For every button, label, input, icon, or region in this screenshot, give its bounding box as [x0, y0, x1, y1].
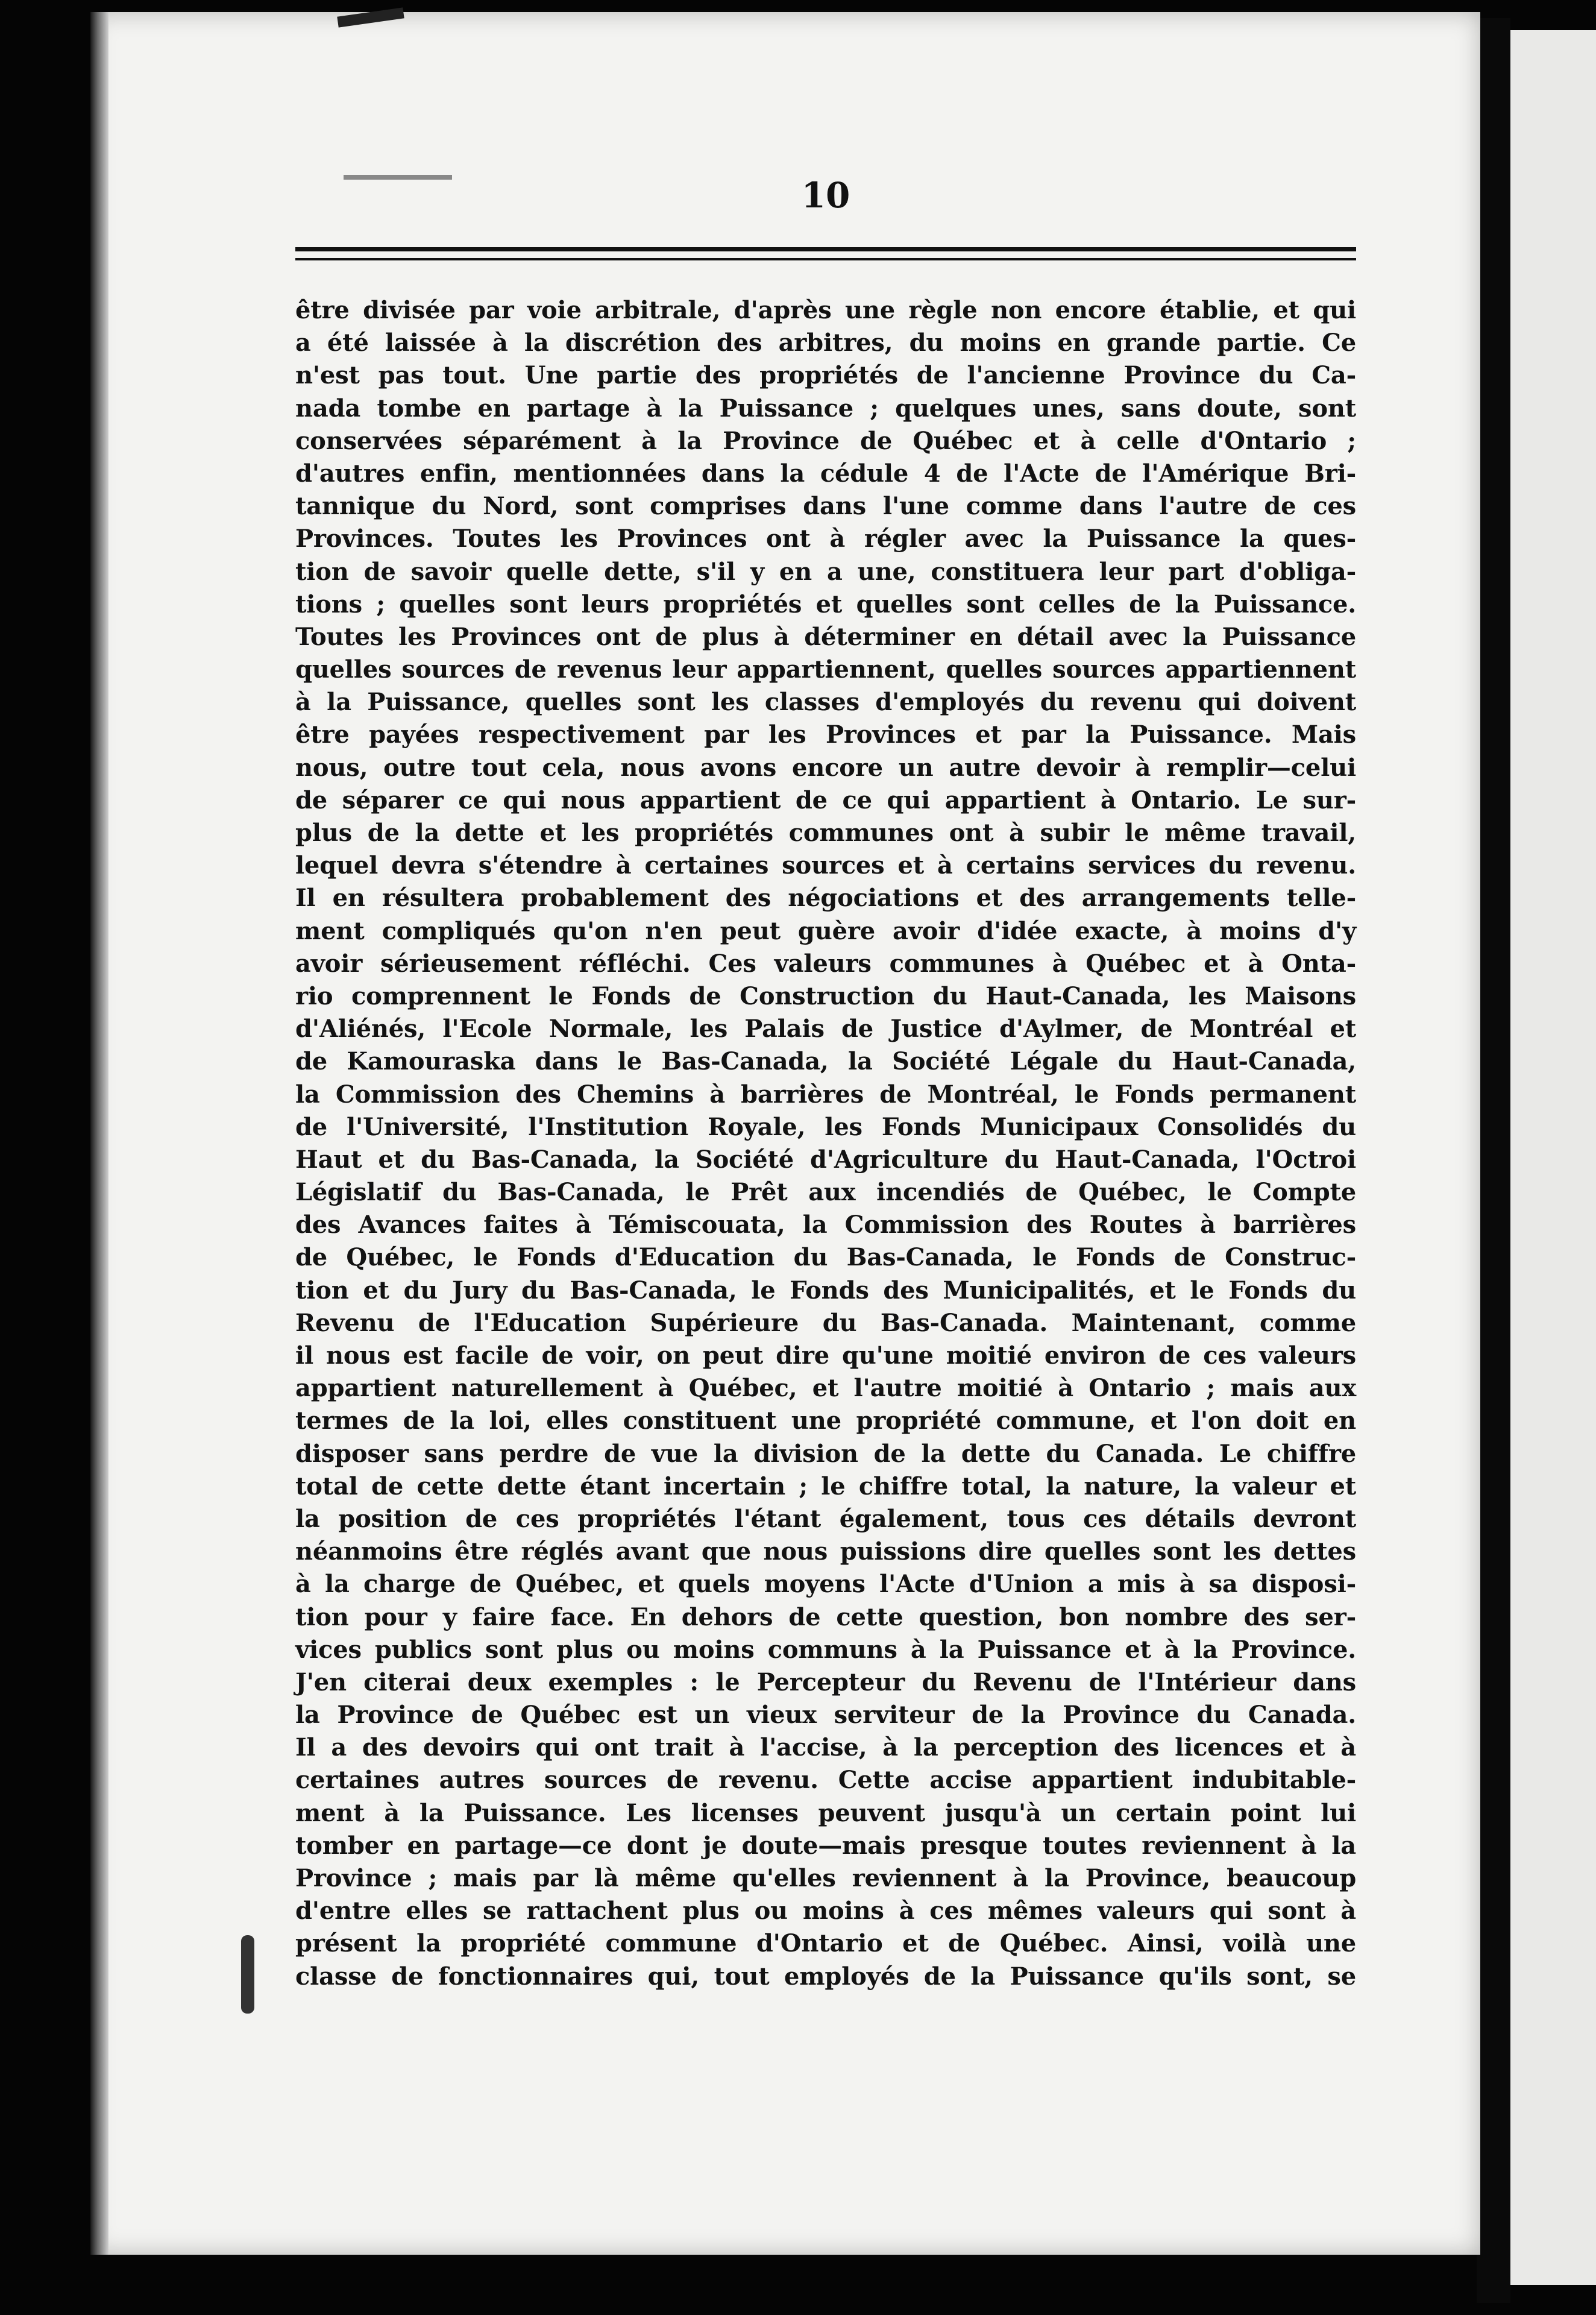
text-line: avoir sérieusement réfléchi. Ces valeurs communes à Québec et à Onta-	[295, 949, 1356, 978]
text-line: Province ; mais par là même qu'elles reviennent à la Province, beaucoup	[295, 1864, 1356, 1892]
text-line: d'autres enfin, mentionnées dans la cédule 4 de l'Acte de l'Amérique Bri-	[295, 459, 1356, 488]
text-line: ment à la Puissance. Les licenses peuvent jusqu'à un certain point lui	[295, 1798, 1356, 1827]
text-line: vices publics sont plus ou moins communs à la Puissance et à la Province.	[295, 1635, 1356, 1664]
text-line: a été laissée à la discrétion des arbitres, du moins en grande partie. Ce	[295, 329, 1356, 357]
text-line: être payées respectivement par les Provinces et par la Puissance. Mais	[295, 720, 1356, 749]
page-number: 10	[801, 175, 850, 216]
text-line: de Québec, le Fonds d'Education du Bas-Canada, le Fonds de Construc-	[295, 1243, 1356, 1272]
text-line: présent la propriété commune d'Ontario et de Québec. Ainsi, voilà une	[295, 1929, 1356, 1958]
text-line: d'Aliénés, l'Ecole Normale, les Palais de Justice d'Aylmer, de Montréal et	[295, 1015, 1356, 1044]
text-line: classe de fonctionnaires qui, tout employés de la Puissance qu'ils sont, se	[295, 1962, 1356, 1991]
text-line: Il en résultera probablement des négociations et des arrangements telle-	[295, 884, 1356, 913]
text-line: rio comprennent le Fonds de Construction du Haut-Canada, les Maisons	[295, 981, 1356, 1010]
text-line: total de cette dette étant incertain ; le chiffre total, la nature, la valeur et	[295, 1472, 1356, 1501]
text-line: tion et du Jury du Bas-Canada, le Fonds des Municipalités, et le Fonds du	[295, 1276, 1356, 1305]
text-line: disposer sans perdre de vue la division de la dette du Canada. Le chiffre	[295, 1439, 1356, 1468]
text-line: la Province de Québec est un vieux serviteur de la Province du Canada.	[295, 1701, 1356, 1730]
text-line: la position de ces propriétés l'étant également, tous ces détails devront	[295, 1504, 1356, 1533]
text-line: de l'Université, l'Institution Royale, les Fonds Municipaux Consolidés du	[295, 1112, 1356, 1141]
text-line: à la Puissance, quelles sont les classes d'employés du revenu qui doivent	[295, 688, 1356, 717]
header-rule-thin	[295, 258, 1356, 260]
text-line: Revenu de l'Education Supérieure du Bas-Canada. Maintenant, comme	[295, 1308, 1356, 1337]
text-line: il nous est facile de voir, on peut dire qu'une moitié environ de ces valeurs	[295, 1341, 1356, 1370]
text-line: tomber en partage—ce dont je doute—mais presque toutes reviennent à la	[295, 1831, 1356, 1860]
text-line: J'en citerai deux exemples : le Percepteur du Revenu de l'Intérieur dans	[295, 1668, 1356, 1696]
text-line: nous, outre tout cela, nous avons encore un autre devoir à remplir—celui	[295, 753, 1356, 782]
text-line: être divisée par voie arbitrale, d'après une règle non encore établie, et qui	[295, 296, 1356, 324]
text-line: conservées séparément à la Province de Québec et à celle d'Ontario ;	[295, 426, 1356, 455]
text-line: plus de la dette et les propriétés communes ont à subir le même travail,	[295, 819, 1356, 847]
text-line: Provinces. Toutes les Provinces ont à régler avec la Puissance la ques-	[295, 524, 1356, 553]
text-line: Haut et du Bas-Canada, la Société d'Agriculture du Haut-Canada, l'Octroi	[295, 1145, 1356, 1174]
text-line: n'est pas tout. Une partie des propriétés de l'ancienne Province du Ca-	[295, 361, 1356, 390]
header-rule-thick	[295, 247, 1356, 251]
text-line: de séparer ce qui nous appartient de ce qui appartient à Ontario. Le sur-	[295, 786, 1356, 814]
text-line: Législatif du Bas-Canada, le Prêt aux incendiés de Québec, le Compte	[295, 1178, 1356, 1207]
text-line: néanmoins être réglés avant que nous puissions dire quelles sont les dettes	[295, 1537, 1356, 1566]
text-line: quelles sources de revenus leur appartiennent, quelles sources appartiennent	[295, 655, 1356, 684]
text-line: tion pour y faire face. En dehors de cette question, bon nombre des ser-	[295, 1602, 1356, 1631]
text-line: ment compliqués qu'on n'en peut guère avoir d'idée exacte, à moins d'y	[295, 916, 1356, 945]
margin-smudge	[241, 1935, 254, 2014]
page-gutter	[1477, 18, 1510, 2303]
text-line: termes de la loi, elles constituent une propriété commune, et l'on doit en	[295, 1406, 1356, 1435]
text-line: tion de savoir quelle dette, s'il y en a une, constituera leur part d'obliga-	[295, 557, 1356, 586]
text-line: certaines autres sources de revenu. Cette accise appartient indubitable-	[295, 1766, 1356, 1795]
text-line: tions ; quelles sont leurs propriétés et quelles sont celles de la Puissance.	[295, 590, 1356, 619]
text-line: de Kamouraska dans le Bas-Canada, la Société Légale du Haut-Canada,	[295, 1047, 1356, 1076]
text-line: des Avances faites à Témiscouata, la Commission des Routes à barrières	[295, 1211, 1356, 1239]
text-line: Il a des devoirs qui ont trait à l'accise, à la perception des licences et à	[295, 1733, 1356, 1762]
text-line: Toutes les Provinces ont de plus à déterminer en détail avec la Puissance	[295, 622, 1356, 651]
text-line: appartient naturellement à Québec, et l'autre moitié à Ontario ; mais aux	[295, 1374, 1356, 1403]
text-line: à la charge de Québec, et quels moyens l'Acte d'Union a mis à sa disposi-	[295, 1570, 1356, 1599]
text-line: lequel devra s'étendre à certaines sources et à certains services du revenu.	[295, 851, 1356, 880]
text-line: d'entre elles se rattachent plus ou moins à ces mêmes valeurs qui sont à	[295, 1897, 1356, 1926]
text-line: nada tombe en partage à la Puissance ; quelques unes, sans doute, sont	[295, 394, 1356, 423]
body-text	[295, 294, 1356, 1993]
text-line: la Commission des Chemins à barrières de Montréal, le Fonds permanent	[295, 1080, 1356, 1109]
faint-bleedthrough	[344, 175, 452, 180]
next-page-edge	[1510, 30, 1596, 2285]
text-line: tannique du Nord, sont comprises dans l'une comme dans l'autre de ces	[295, 492, 1356, 521]
page-binding-shadow	[90, 12, 108, 2255]
